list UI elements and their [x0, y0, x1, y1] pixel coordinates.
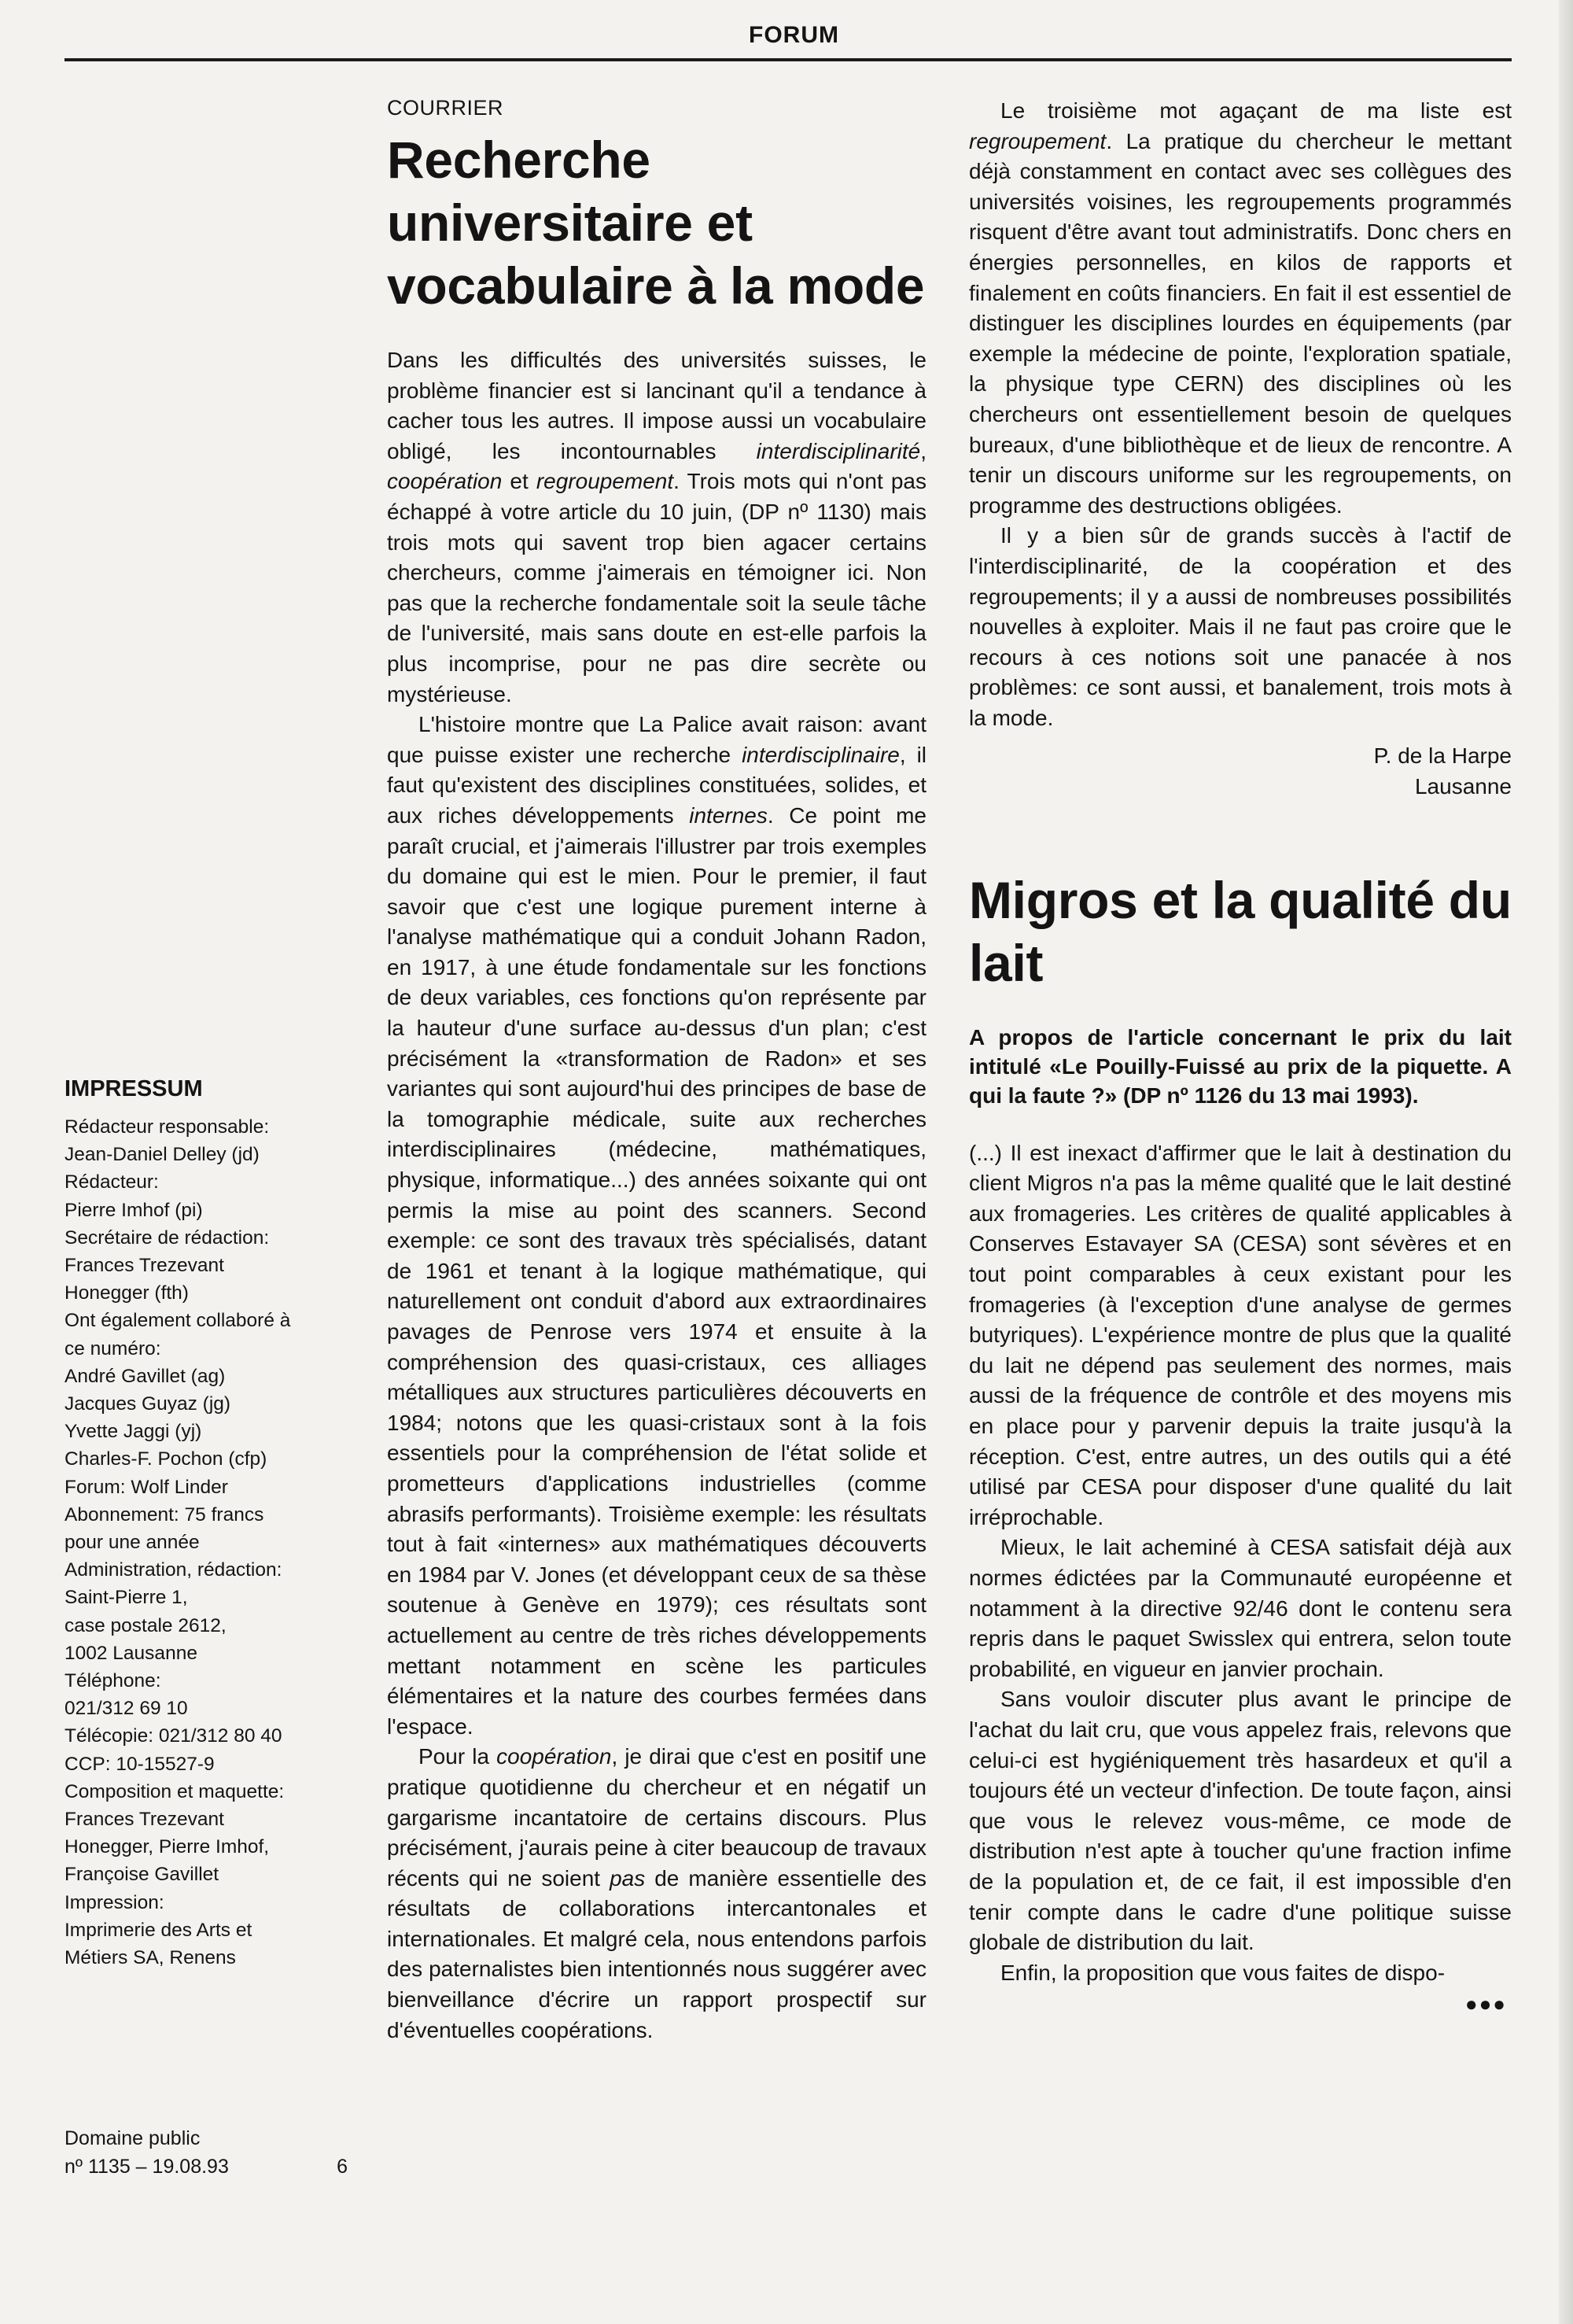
article1-paragraph-5: Il y a bien sûr de grands succès à l'actif de l'interdisciplinarité, de la coopération et des regroupements; il y a aussi de nombreuses possibilités nouvelles à exploiter. Mais il ne faut pas croire que le recours à ces notions soit une panacée à nos problèmes: ce sont aussi, et banalement, trois mots à la mode.: [969, 523, 1512, 730]
article2-paragraph-4: Enfin, la proposition que vous faites de dispo-: [1000, 1960, 1446, 1985]
impressum-line: case postale 2612,: [64, 1614, 227, 1636]
article1-author: P. de la Harpe: [1373, 743, 1512, 769]
article1-column1: [387, 96, 926, 2045]
impressum-title: IMPRESSUM: [64, 1076, 203, 1101]
impressum-line: Honegger (fth): [64, 1282, 189, 1304]
article1-body-col1: [387, 345, 926, 2045]
impressum-line: 1002 Lausanne: [64, 1642, 197, 1664]
impressum-line: pour une année: [64, 1532, 200, 1554]
column2: [969, 96, 1512, 2016]
scan-edge: [1559, 0, 1573, 2324]
impressum-line: Frances Trezevant: [64, 1255, 224, 1277]
impressum-line: Forum: Wolf Linder: [64, 1476, 228, 1498]
impressum-line: Télécopie: 021/312 80 40: [64, 1725, 282, 1747]
continued-marker: ●●●: [1464, 1992, 1507, 2016]
impressum-line: CCP: 10-15527-9: [64, 1753, 215, 1775]
article2-body: [969, 1138, 1512, 1989]
article1-paragraph-3: Pour la coopération, je dirai que c'est en positif une pratique quotidienne du chercheur et en négatif un gargarisme incantatoire de certains discours. Plus précisément, j'aurais peine à citer beaucoup de travaux récents qui ne soient pas de manière essentielle des résultats de collaborations intercantonales et internationales. Et malgré cela, nous entendons parfois des paternalistes bien intentionnés nous suggérer avec bienveillance d'écrire un rapport prospectif sur d'éventuelles coopérations.: [387, 1744, 927, 2042]
article1-paragraph-1: Dans les difficultés des universités suisses, le problème financier est si lancinant qu'il a tendance à cacher tous les autres. Il impose aussi un vocabulaire obligé, les incontournables interdisciplinarité, coopération et regroupement. Trois mots qui n'ont pas échappé à votre article du 10 juin, (DP nº 1130) mais trois mots qui savent trop bien agacer certains chercheurs, comme j'aimerais en témoigner ici. Non pas que la recherche fondamentale soit la seule tâche de l'université, mais sans doute en est-elle parfois la plus incomprise, pour ne pas dire secrète ou mystérieuse.: [387, 348, 926, 706]
impressum-line: Secrétaire de rédaction:: [64, 1227, 270, 1249]
footer-issue: nº 1135 – 19.08.93: [64, 2156, 229, 2178]
impressum-line: Impression:: [64, 1891, 164, 1913]
header-rule: [64, 58, 1512, 61]
article2-paragraph-2: Mieux, le lait acheminé à CESA satisfait déjà aux normes édictées par la Communauté européenne et notamment à la directive 92/46 dont le contenu sera repris dans le paquet Swisslex qui entrera, selon toute probabilité, en vigueur en janvier prochain.: [969, 1535, 1512, 1681]
impressum-line: 021/312 69 10: [64, 1698, 188, 1720]
impressum-line: Jacques Guyaz (jg): [64, 1393, 231, 1415]
impressum-line: Ont également collaboré à: [64, 1310, 291, 1332]
impressum-line: Saint-Pierre 1,: [64, 1587, 188, 1609]
impressum-line: Yvette Jaggi (yj): [64, 1421, 202, 1443]
impressum-line: Frances Trezevant: [64, 1809, 224, 1831]
article1-paragraph-2: L'histoire montre que La Palice avait raison: avant que puisse exister une recherche interdisciplinaire, il faut qu'existent des disciplines constituées, solides, et aux riches développements internes. Ce point me paraît crucial, et j'aimerais l'illustrer par trois exemples du domaine qui est le mien. Pour le premier, il faut savoir que c'est une logique purement interne à l'analyse mathématique qui a conduit Johann Radon, en 1917, à une étude fondamentale sur les fonctions de deux variables, ces fonctions qu'on représente par la hauteur d'une surface au-dessus d'un plan; c'est précisément la «transformation de Radon» et ses variantes qui sont aujourd'hui des principes de base de la tomographie médicale, suite aux recherches interdisciplinaires (médecine, mathématiques, physique, informatique...) des années soixante qui ont permis la mise au point des scanners. Second exemple: ce sont des travaux très spécialisés, datant de 1961 et tenant à la logique mathématique, qui naturellement ont conduit d'abord aux extraordinaires pavages de Penrose vers 1974 et ensuite à la compréhension des quasi-cristaux, ces alliages métalliques aux structures particulières découverts en 1984; notons que les quasi-cristaux sont à la fois essentiels pour la compréhension de l'état solide et prometteurs d'applications industrielles (comme abrasifs performants). Troisième exemple: les résultats tout à fait «internes» aux mathématiques découverts en 1984 par V. Jones (et développant ceux de sa thèse soutenue à Genève en 1979); ces résultats sont actuellement au centre de très riches développements mettant notamment en scène les particules élémentaires et la nature des courbes fermées dans l'espace.: [387, 712, 927, 1739]
impressum-line: Honegger, Pierre Imhof,: [64, 1836, 270, 1858]
impressum-line: Métiers SA, Renens: [64, 1947, 236, 1969]
impressum-line: Charles-F. Pochon (cfp): [64, 1448, 267, 1470]
article2-paragraph-3: Sans vouloir discuter plus avant le principe de l'achat du lait cru, que vous appelez frais, relevons que celui-ci est hygiéniquement très hasardeux et qu'il a toujours été un vecteur d'infection. De toute façon, ainsi que vous le relevez vous-même, ce mode de distribution n'est apte à toucher qu'une fraction infime de la population et, de ce fait, il est impossible d'en tenir compte dans le cadre d'une politique suisse globale de distribution du lait.: [969, 1687, 1512, 1955]
impressum-line: Rédacteur responsable:: [64, 1116, 270, 1138]
impressum-line: Téléphone:: [64, 1670, 161, 1692]
article1-body-col2: [969, 96, 1512, 733]
article2-paragraph-1: (...) Il est inexact d'affirmer que le lait à destination du client Migros n'a pas la même qualité que le lait destiné aux fromageries. Les critères de qualité applicables à Conserves Estavayer SA (CESA) sont sévères et en tout point comparables à ceux existant pour les fromageries (à l'exception d'une analyse de germes butyriques). L'expérience montre de plus que la qualité du lait ne dépend pas seulement des normes, mais aussi de la fréquence de contrôle et des moyens mis en place pour y parvenir depuis la traite jusqu'à la réception. C'est, entre autres, un des outils qui a été utilisé par CESA pour disposer d'une qualité du lait irréprochable.: [969, 1140, 1512, 1529]
page-number: 6: [337, 2156, 348, 2178]
article2-title: Migros et la qualité du lait: [969, 870, 1512, 992]
impressum-line: Administration, rédaction:: [64, 1559, 282, 1581]
impressum-line: Jean-Daniel Delley (jd): [64, 1144, 260, 1166]
article1-signature: [969, 741, 1512, 802]
footer: [64, 2124, 348, 2181]
impressum-line: Françoise Gavillet: [64, 1864, 219, 1886]
impressum-line: Pierre Imhof (pi): [64, 1199, 203, 1221]
impressum: [64, 1076, 348, 1972]
impressum-line: Abonnement: 75 francs: [64, 1503, 264, 1525]
impressum-line: Imprimerie des Arts et: [64, 1919, 252, 1941]
impressum-line: ce numéro:: [64, 1337, 161, 1359]
article1-kicker: COURRIER: [387, 96, 504, 120]
article1-city: Lausanne: [1414, 774, 1512, 799]
impressum-lines: [64, 1113, 348, 1972]
section-header: FORUM: [749, 22, 839, 48]
article1-title: Recherche universitaire et vocabulaire à la mode: [387, 131, 925, 315]
impressum-line: André Gavillet (ag): [64, 1365, 226, 1387]
article2-lead: A propos de l'article concernant le prix du lait intitulé «Le Pouilly-Fuissé au prix de la piquette. A qui la faute ?» (DP nº 1126 du 13 mai 1993).: [969, 1024, 1512, 1108]
impressum-line: Rédacteur:: [64, 1171, 159, 1193]
impressum-line: Composition et maquette:: [64, 1780, 285, 1802]
article1-paragraph-4: Le troisième mot agaçant de ma liste est regroupement. La pratique du chercheur le mettant déjà constamment en contact avec ses collègues des universités voisines, les regroupements programmés risquent d'être avant tout administratifs. Donc chers en énergies personnelles, en kilos de rapports et finalement en coûts financiers. En fait il est essentiel de distinguer les disciplines lourdes en équipements (par exemple la médecine de pointe, l'exploration spatiale, la physique type CERN) des disciplines où les chercheurs ont essentiellement besoin de quelques bureaux, d'une bibliothèque et de lieux de rencontre. A tenir un discours uniforme sur les regroupements, on programme des destructions obligées.: [969, 98, 1512, 518]
footer-publication: Domaine public: [64, 2127, 201, 2149]
